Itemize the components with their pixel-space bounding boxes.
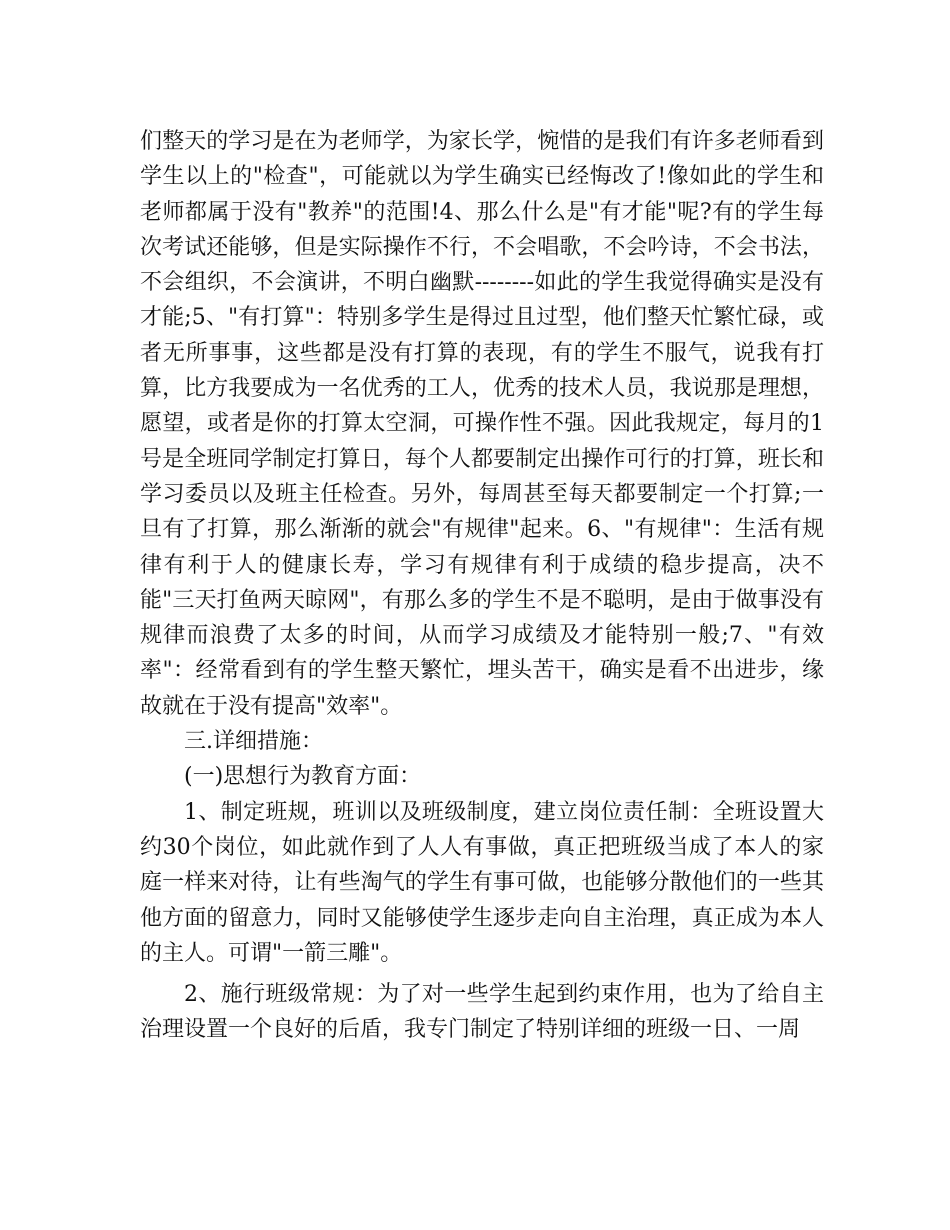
section-heading-measures: 三.详细措施：	[184, 729, 323, 755]
paragraph-class-rules: 1、制定班规，班训以及班级制度，建立岗位责任制：全班设置大约30个岗位，如此就作到了人人有事做，真正把班级当成了本人的家庭一样来对待，让有些淘气的学生有事可做，也能够分散他们的一些其他方面的留意力，同时又能够使学生逐步走向自主治理，真正成为本人的主人。可谓"一箭三雕"。	[140, 799, 824, 966]
subsection-heading-behavior: (一)思想行为教育方面：	[184, 764, 422, 790]
paragraph-continuation: 们整天的学习是在为老师学，为家长学，惋惜的是我们有许多老师看到学生以上的"检查"，可能就以为学生确实已经悔改了!像如此的学生和老师都属于没有"教养"的范围!4、那么什么是"有才能"呢?有的学生每次考试还能够，但是实际操作不行，不会唱歌，不会吟诗，不会书法，不会组织，不会演讲，不明白幽默--------如此的学生我觉得确实是没有才能;5、"有打算"：特别多学生是得过且过型，他们整天忙繁忙碌，或者无所事事，这些都是没有打算的表现，有的学生不服气，说我有打算，比方我要成为一名优秀的工人，优秀的技术人员，我说那是理想，愿望，或者是你的打算太空洞，可操作性不强。因此我规定，每月的1号是全班同学制定打算日，每个人都要制定出操作可行的打算，班长和学习委员以及班主任检查。另外，每周甚至每天都要制定一个打算;一旦有了打算，那么渐渐的就会"有规律"起来。6、"有规律"：生活有规律有利于人的健康长寿，学习有规律有利于成绩的稳步提高，决不能"三天打鱼两天晾网"，有那么多的学生不是不聪明，是由于做事没有规律而浪费了太多的时间，从而学习成绩及才能特别一般;7、"有效率"：经常看到有的学生整天繁忙，埋头苦干，确实是看不出进步，缘故就在于没有提高"效率"。	[140, 129, 824, 719]
document-body	[140, 124, 824, 1048]
paragraph-class-routine: 2、施行班级常规：为了对一些学生起到约束作用，也为了给自主治理设置一个良好的后盾，我专门制定了特别详细的班级一日、一周	[140, 982, 824, 1043]
